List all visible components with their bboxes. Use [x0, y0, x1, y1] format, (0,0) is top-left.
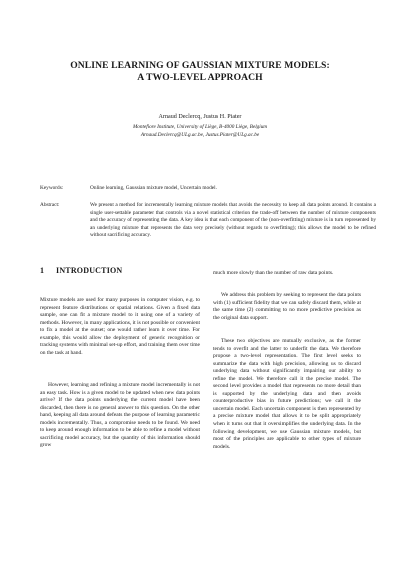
section-title: INTRODUCTION [56, 266, 123, 275]
paragraph: Mixture models are used for many purposes in computer vision, e.g. to represent feature distributions or spatial relations. Given a fixed data sample, one can fit a mixture model to it using one of a variety of methods. However, in many applications, it is not possible or convenient to fix a model at the outset; one would rather learn it over time. For example, this would allow the deployment of generic recognition or tracking systems with minimal set-up effort, and training them over time on the task at hand. [40, 297, 201, 356]
left-column-paragraph-1 [40, 297, 200, 357]
paper-title [30, 60, 370, 84]
abstract-label: Abstract: [40, 202, 60, 208]
right-column-paragraph-0 [213, 270, 361, 278]
keywords-label: Keywords: [40, 185, 64, 191]
paragraph: These two objectives are mutually exclusive, as the former tends to overfit and the latter to underfit the data. We therefore propose a two-level representation. The first level seeks to summarize the data with high precision, allowing us to discard underlying data without significantly impairing our ability to refine the model. We therefore call it the precise model. The second level provides a model that represents no more detail than is supported by the underlying data and then avoids counterproductive bias in future predictions; we call it the uncertain model. Each uncertain component is then represented by a precise mixture model that allows it to be split appropriately when it turns out that it oversimplifies the underlying data. In the following development, we use Gaussian mixture models, but most of the principles are applicable to other types of mixture models. [213, 338, 361, 450]
left-column-paragraph-2 [40, 382, 200, 450]
email-line: Arnaud.Declercq@ULg.ac.be, Justus.Piater@ULg.ac.be [140, 131, 260, 138]
author-affiliation [30, 124, 370, 140]
right-column-paragraph-1 [213, 292, 361, 322]
section-number: 1 [40, 266, 45, 275]
author-names: Arnaud Declercq, Justus H. Piater [158, 114, 242, 120]
title-line-1: ONLINE LEARNING OF GAUSSIAN MIXTURE MODELS: [70, 60, 330, 71]
paragraph: We address this problem by seeking to represent the data points with (1) sufficient fidelity that we can safely discard them, while at the same time (2) committing to no more predictive precision as the original data support. [213, 292, 361, 321]
right-column-paragraph-2 [213, 338, 361, 451]
keywords-text: Online learning, Gaussian mixture model, Uncertain model. [90, 185, 217, 191]
paragraph: much more slowly than the number of raw data points. [213, 270, 334, 276]
paragraph: However, learning and refining a mixture model incrementally is not an easy task. How is a given model to be updated when new data points arrive? If the data points underlying the current model have been discarded, then there is no general answer to this question. On the other hand, keeping all data around defeats the purpose of learning parametric models incrementally. Thus, a compromise needs to be found. We need to keep around enough information to be able to refine a model without sacrificing model accuracy, but the quantity of this information should grow [40, 382, 200, 449]
affiliation-line: Montefiore Institute, University of Liège, B-4000 Liège, Belgium [132, 124, 268, 130]
section-heading-introduction [40, 266, 122, 276]
title-line-2: A TWO-LEVEL APPROACH [137, 72, 263, 83]
abstract-text: We present a method for incrementally learning mixture models that avoids the necessity to keep all data points around. It contains a single user-settable parameter that controls via a novel statistical criterion the trade-off between the number of mixture components and the accuracy of representing the data. A key idea is that each component of the (non-overfitting) mixture is in turn represented by an underlying mixture that represents the data very precisely (without regards to overfitting); this allows the model to be refined without sacrificing accuracy. [90, 202, 376, 239]
